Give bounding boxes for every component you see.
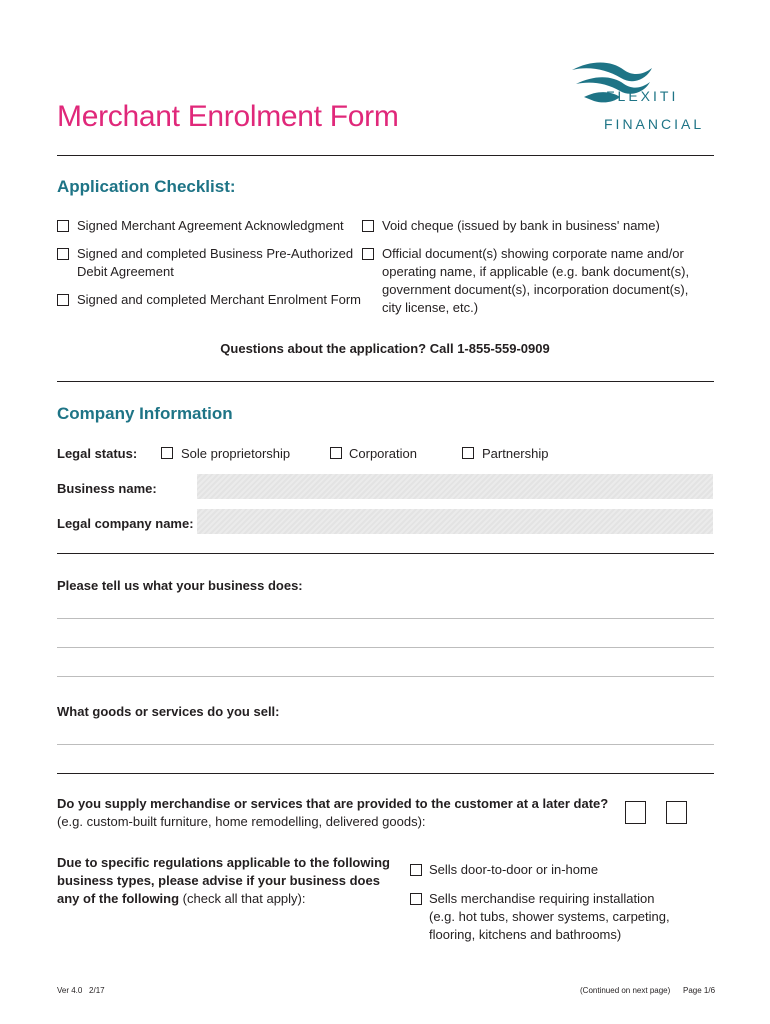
- answer-line[interactable]: [57, 647, 714, 648]
- regulations-text-rest: (check all that apply):: [179, 891, 306, 906]
- legal-company-name-label: Legal company name:: [57, 516, 194, 531]
- page-number: Page 1/6: [683, 986, 716, 995]
- regulations-text: [57, 890, 306, 908]
- legal-company-name-field[interactable]: [197, 509, 713, 534]
- logo-text-line2: FINANCIAL: [604, 116, 705, 132]
- checklist-item: city license, etc.): [382, 300, 479, 315]
- checklist-heading: Application Checklist:: [57, 177, 236, 196]
- company-heading: Company Information: [57, 404, 233, 423]
- checklist-item: Signed Merchant Agreement Acknowledgment: [77, 218, 344, 233]
- sole-proprietorship-checkbox[interactable]: [161, 447, 173, 459]
- legal-status-label: Legal status:: [57, 446, 138, 461]
- later-date-example: (e.g. custom-built furniture, home remodelling, delivered goods):: [57, 814, 426, 829]
- checklist-divider: [57, 381, 714, 382]
- corporation-checkbox[interactable]: [330, 447, 342, 459]
- continued-footer: (Continued on next page): [580, 986, 671, 995]
- checklist-item: Official document(s) showing corporate name and/or: [382, 246, 684, 261]
- legal-status-option: Corporation: [349, 446, 417, 461]
- business-does-label: Please tell us what your business does:: [57, 578, 303, 593]
- no-checkbox[interactable]: [666, 801, 687, 824]
- checklist-checkbox[interactable]: [57, 248, 69, 260]
- answer-line[interactable]: [57, 744, 714, 745]
- checklist-item: Signed and completed Business Pre-Authorized: [77, 246, 354, 261]
- company-divider: [57, 553, 714, 554]
- checklist-checkbox[interactable]: [362, 248, 374, 260]
- checklist-item: Void cheque (issued by bank in business' name): [382, 218, 660, 233]
- goods-divider: [57, 773, 714, 774]
- business-name-field[interactable]: [197, 474, 713, 499]
- checklist-item: operating name, if applicable (e.g. bank document(s),: [382, 264, 690, 279]
- checklist-item: Debit Agreement: [77, 264, 174, 279]
- regulations-text: Due to specific regulations applicable to the following: [57, 855, 390, 870]
- page-title: Merchant Enrolment Form: [57, 100, 399, 133]
- header-divider: [57, 155, 714, 156]
- door-to-door-checkbox[interactable]: [410, 864, 422, 876]
- checklist-checkbox[interactable]: [57, 220, 69, 232]
- business-type-item: (e.g. hot tubs, shower systems, carpeting,: [429, 909, 670, 924]
- checklist-checkbox[interactable]: [57, 294, 69, 306]
- checklist-item: government document(s), incorporation document(s),: [382, 282, 689, 297]
- later-date-question: Do you supply merchandise or services that are provided to the customer at a later date?: [57, 796, 609, 811]
- questions-phone: Questions about the application? Call 1-855-559-0909: [220, 341, 550, 356]
- answer-line[interactable]: [57, 618, 714, 619]
- partnership-checkbox[interactable]: [462, 447, 474, 459]
- installation-checkbox[interactable]: [410, 893, 422, 905]
- goods-label: What goods or services do you sell:: [57, 704, 280, 719]
- business-type-item: Sells merchandise requiring installation: [429, 891, 655, 906]
- business-name-label: Business name:: [57, 481, 157, 496]
- answer-line[interactable]: [57, 676, 714, 677]
- business-type-item: flooring, kitchens and bathrooms): [429, 927, 622, 942]
- legal-status-option: Partnership: [482, 446, 549, 461]
- checklist-item: Signed and completed Merchant Enrolment Form: [77, 292, 361, 307]
- legal-status-option: Sole proprietorship: [181, 446, 291, 461]
- logo-text-line1: FLEXITI: [606, 88, 679, 104]
- business-type-item: Sells door-to-door or in-home: [429, 862, 599, 877]
- yes-checkbox[interactable]: [625, 801, 646, 824]
- checklist-checkbox[interactable]: [362, 220, 374, 232]
- regulations-text: business types, please advise if your business does: [57, 873, 380, 888]
- version-footer: Ver 4.0 2/17: [57, 986, 105, 995]
- regulations-text-bold: any of the following: [57, 891, 180, 906]
